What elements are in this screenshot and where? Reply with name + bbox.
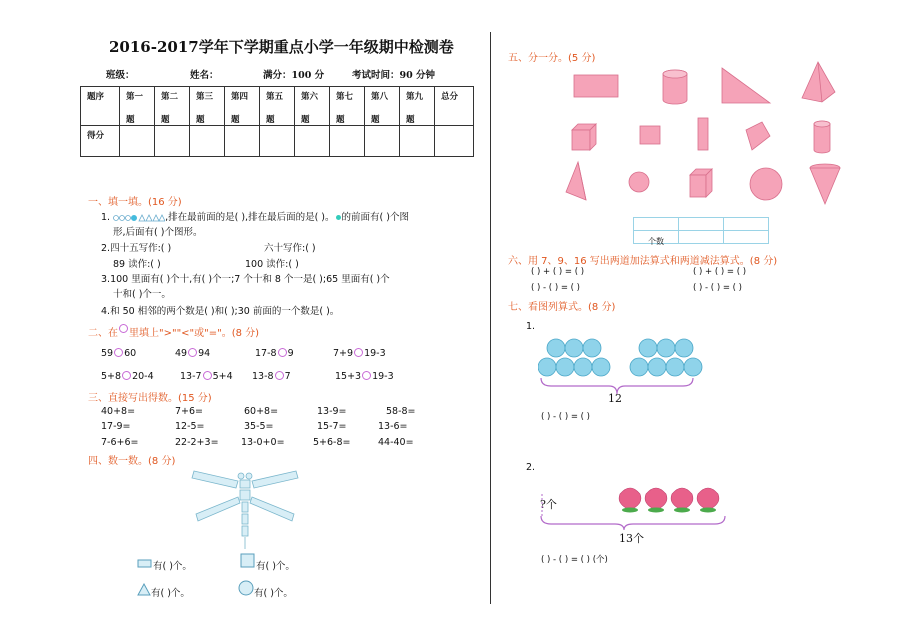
score-cell[interactable] [365, 126, 400, 157]
score-cell[interactable] [260, 126, 295, 157]
shapes-sort-figure [560, 60, 850, 210]
calc-item: 44-40= [378, 437, 414, 448]
compare-item[interactable]: 13-7 5+4 [180, 371, 233, 382]
page-title: 2016-2017学年下学期重点小学一年级期中检测卷 [109, 38, 454, 56]
q3-a: 3.100 里面有( )个十,有( )个一;7 个十和 8 个一是( );65 里面有( )个 [101, 274, 390, 285]
teal-circle-icon [336, 215, 341, 220]
col-label: 题 [371, 115, 380, 125]
sub-eq-1[interactable]: ( ) - ( ) = ( ) [531, 283, 580, 293]
section-1-title: 一、填一填。(16 分) [88, 197, 182, 208]
col-label: 第一 [126, 92, 144, 102]
calc-item: 40+8= [101, 406, 136, 417]
score-cell[interactable] [435, 126, 474, 157]
compare-item[interactable]: 17-8 9 [255, 348, 294, 359]
sub-eq-2[interactable]: ( ) - ( ) = ( ) [693, 283, 742, 293]
calc-item: 60+8= [244, 406, 279, 417]
compare-item[interactable]: 59 60 [101, 348, 137, 359]
score-cell[interactable] [295, 126, 330, 157]
count-circle: 有( )个。 [254, 588, 293, 599]
calc-item: 12-5= [175, 421, 205, 432]
count-square: 有( )个。 [256, 561, 295, 572]
square-icon [240, 553, 256, 569]
shape-sequence-icon [113, 214, 165, 222]
calc-item: 13-6= [378, 421, 408, 432]
col-label: 题 [406, 115, 415, 125]
section-3-title: 三、直接写出得数。(15 分) [88, 393, 212, 404]
calc-item: 13-0+0= [241, 437, 285, 448]
compare-circle-icon [119, 324, 128, 333]
col-label: 第七 [336, 92, 354, 102]
calc-item: 35-5= [244, 421, 274, 432]
score-cell[interactable] [400, 126, 435, 157]
full-score: 满分：100 分 [263, 70, 325, 81]
score-cell[interactable] [155, 126, 190, 157]
q1-line-2: 形,后面有( )个图形。 [113, 227, 203, 238]
col-label: 第四 [231, 92, 249, 102]
col-label: 题 [196, 115, 205, 125]
section-4-title: 四、数一数。(8 分) [88, 456, 176, 467]
q2-b: 六十写作:( ) [264, 243, 316, 254]
score-label: 得分 [87, 131, 105, 141]
q3-b: 十和( )个一。 [113, 289, 171, 300]
col-label: 第九 [406, 92, 424, 102]
add-eq-2[interactable]: ( ) + ( ) = ( ) [693, 267, 747, 277]
grid-cell[interactable] [724, 218, 769, 231]
total-13: 13个 [619, 532, 644, 545]
calc-item: 17-9= [101, 421, 131, 432]
score-cell[interactable] [330, 126, 365, 157]
calc-item: 7+6= [175, 406, 204, 417]
s2-title-a: 二、在 [88, 328, 118, 339]
calc-item: 7-6+6= [101, 437, 139, 448]
exam-time: 考试时间：90 分钟 [352, 70, 436, 81]
class-field: 班级： [106, 70, 135, 81]
calc-item: 5+6-8= [313, 437, 351, 448]
col-label: 第三 [196, 92, 214, 102]
circle-icon [238, 580, 254, 596]
unknown-count: ?个 [540, 498, 557, 511]
col-label: 第二 [161, 92, 179, 102]
header-order: 题序 [87, 92, 105, 102]
col-label: 题 [301, 115, 310, 125]
rectangle-icon [137, 559, 153, 569]
add-eq-1[interactable]: ( ) + ( ) = ( ) [531, 267, 585, 277]
score-table [80, 86, 474, 157]
section-5-title: 五、分一分。(5 分) [508, 53, 596, 64]
col-label: 题 [231, 115, 240, 125]
score-header-row [81, 87, 474, 126]
col-label: 第五 [266, 92, 284, 102]
total-12: 12 [608, 392, 622, 405]
balloon-figure [538, 336, 718, 410]
col-label: 第八 [371, 92, 389, 102]
eq-7-2[interactable]: ( ) - ( ) = ( ) (个) [541, 555, 608, 565]
grid-cell[interactable] [634, 218, 679, 231]
q1-text-b: 的前面有( )个图 [341, 212, 409, 223]
grid-cell[interactable] [679, 231, 724, 244]
grid-cell[interactable] [679, 218, 724, 231]
dragonfly-figure [190, 468, 300, 550]
score-cell[interactable] [120, 126, 155, 157]
score-cell[interactable] [190, 126, 225, 157]
q2-d: 100 读作:( ) [245, 259, 299, 270]
count-rect: 有( )个。 [153, 561, 192, 572]
calc-item: 22-2+3= [175, 437, 219, 448]
section-6-title: 六、用 7、9、16 写出两道加法算式和两道减法算式。(8 分) [508, 256, 778, 267]
q2-c: 89 读作:( ) [113, 259, 161, 270]
grid-cell[interactable] [724, 231, 769, 244]
header-total: 总分 [441, 92, 459, 102]
q4: 4.和 50 相邻的两个数是( )和( );30 前面的一个数是( )。 [101, 306, 340, 317]
q1-line: 1. ,排在最前面的是( ),排在最后面的是( )。 的前面有( )个图 [101, 212, 409, 223]
column-divider [490, 32, 491, 604]
count-label: 个数 [648, 237, 664, 246]
count-triangle: 有( )个。 [151, 588, 190, 599]
name-field: 姓名： [190, 70, 219, 81]
score-cell[interactable] [225, 126, 260, 157]
col-label: 题 [126, 115, 135, 125]
compare-item[interactable]: 49 94 [175, 348, 211, 359]
q2-a: 2.四十五写作:( ) [101, 243, 172, 254]
calc-item: 13-9= [317, 406, 347, 417]
q7-2-label: 2. [526, 462, 536, 473]
s2-title-b: 里填上">""<"或"="。(8 分) [129, 328, 260, 339]
q7-1-label: 1. [526, 321, 536, 332]
calc-item: 15-7= [317, 421, 347, 432]
score-row [81, 126, 474, 157]
compare-item[interactable]: 13-8 7 [252, 371, 291, 382]
triangle-icon [137, 583, 151, 596]
section-2-title [88, 324, 259, 339]
compare-item[interactable]: 15+3 19-3 [335, 371, 394, 382]
col-label: 题 [161, 115, 170, 125]
compare-item[interactable]: 5+8 20-4 [101, 371, 154, 382]
eq-7-1[interactable]: ( ) - ( ) = ( ) [541, 412, 590, 422]
col-label: 题 [336, 115, 345, 125]
peach-figure [538, 482, 728, 532]
q1-text-a: ,排在最前面的是( ),排在最后面的是( )。 [165, 212, 335, 223]
section-7-title: 七、看图列算式。(8 分) [508, 302, 616, 313]
compare-item[interactable]: 7+9 19-3 [333, 348, 386, 359]
col-label: 第六 [301, 92, 319, 102]
calc-item: 58-8= [386, 406, 416, 417]
col-label: 题 [266, 115, 275, 125]
